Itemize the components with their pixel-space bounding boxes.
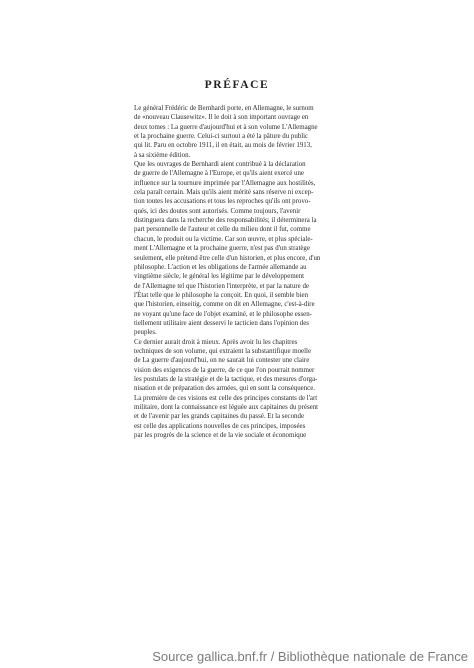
paragraph-2-line-19: peuples. (134, 329, 157, 337)
paragraph-3 (124, 338, 354, 441)
paragraph-3-line-9: et de l'avenir par les grands capitaines du passé. Et la seconde (134, 413, 304, 421)
paragraph-1-line-5: qui lit. Paru en octobre 1911, il en était, au mois de février 1913, (134, 142, 312, 150)
paragraph-3-line-11: par les progrès de la science et de la vie sociale et économique (134, 432, 307, 440)
paragraph-2-line-2: de guerre de l'Allemagne à l'Europe, et qu'ils aient exercé une (134, 170, 304, 178)
paragraph-2-line-1: Que les ouvrages de Bernhardi aient contribué à la déclaration (134, 161, 306, 169)
paragraph-2-line-13: vingtième siècle, le général les légitime par le développement (134, 273, 305, 281)
paragraph-2-line-10: ment L'Allemagne et la prochaine guerre, n'est pas d'un stratège (134, 245, 310, 253)
paragraph-3-line-4: vision des exigences de la guerre, de ce que l'on pourrait nommer (134, 366, 315, 374)
paragraph-2-line-9: chacun, le produit ou la victime. Car son œuvre, et plus spéciale- (134, 235, 313, 243)
paragraph-1-line-2: de «nouveau Clausewitz». Il le doit à son important ouvrage en (134, 114, 309, 122)
paragraph-1-line-4: et la prochaine guerre. Celui-ci surtout a été la pâture du public (134, 133, 309, 141)
paragraph-1-line-3: deux tomes : La guerre d'aujourd'hui et à son volume L'Allemagne (134, 123, 318, 131)
paragraph-2-line-7: distinguera dans la recherche des responsabilités; il déterminera la (134, 217, 317, 225)
paragraph-1 (124, 104, 354, 160)
paragraph-2-line-15: l'État telle que le philosophe la conçoit. En quoi, il semble bien (134, 291, 309, 299)
paragraph-3-line-5: les postulats de la stratégie et de la tactique, et des mesures d'orga- (134, 375, 318, 383)
paragraph-2-line-14: de l'Allemagne tel que l'historien l'interprète, et par la nature de (134, 282, 309, 290)
source-footer: Source gallica.bnf.fr / Bibliothèque nationale de France (152, 649, 468, 664)
preface-body (124, 104, 354, 440)
page-title: PRÉFACE (204, 79, 270, 91)
paragraph-3-line-10: est celle des applications nouvelles de ces principes, imposées (134, 422, 306, 430)
paragraph-2-line-8: part personnelle de l'auteur et celle du milieu dont il fut, comme (134, 226, 311, 234)
paragraph-2-line-11: seulement, elle prétend être celle d'un historien, et plus encore, d'un (134, 254, 321, 262)
paragraph-3-line-7: La première de ces visions est celle des principes constants de l'art (134, 394, 318, 402)
paragraph-2-line-3: influence sur la tournure imprimée par l'Allemagne aux hostilités, (134, 179, 316, 187)
paragraph-2-line-17: ne voyant qu'une face de l'objet examiné, et le philosophe essen- (134, 310, 312, 318)
paragraph-2-line-16: que l'historien, einseitig, comme on dit en Allemagne, c'est-à-dire (134, 301, 315, 309)
paragraph-3-line-2: techniques de son volume, qui extraient la substantifique moelle (134, 347, 312, 355)
paragraph-2-line-4: cela paraît certain. Mais qu'ils aient mérité sans réserve ni excep- (134, 189, 314, 197)
paragraph-2 (124, 160, 354, 338)
paragraph-2-line-6: qués, ici des doutes sont autorisés. Comme toujours, l'avenir (134, 207, 301, 215)
paragraph-1-line-1: Le général Frédéric de Bernhardi porte, en Allemagne, le surnom (134, 105, 314, 112)
paragraph-2-line-5: tion toutes les accusations et tous les reproches qu'ils ont provo- (134, 198, 311, 206)
paragraph-2-line-12: philosophe. L'action et les obligations de l'armée allemande au (134, 263, 307, 271)
paragraph-1-line-6: à sa sixième édition. (134, 151, 191, 159)
paragraph-2-line-18: tiellement utilitaire aient desservi le tacticien dans l'opinion des (134, 319, 309, 327)
paragraph-3-line-3: de La guerre d'aujourd'hui, on ne saurait lui contester une claire (134, 357, 310, 365)
paragraph-3-line-1: Ce dernier aurait droit à mieux. Après avoir lu les chapitres (134, 338, 298, 346)
paragraph-3-line-8: militaire, dont la connaissance est léguée aux capitaines du présent (134, 404, 319, 411)
paragraph-3-line-6: nisation et de préparation des armées, qui en sont la conséquence. (134, 385, 316, 393)
